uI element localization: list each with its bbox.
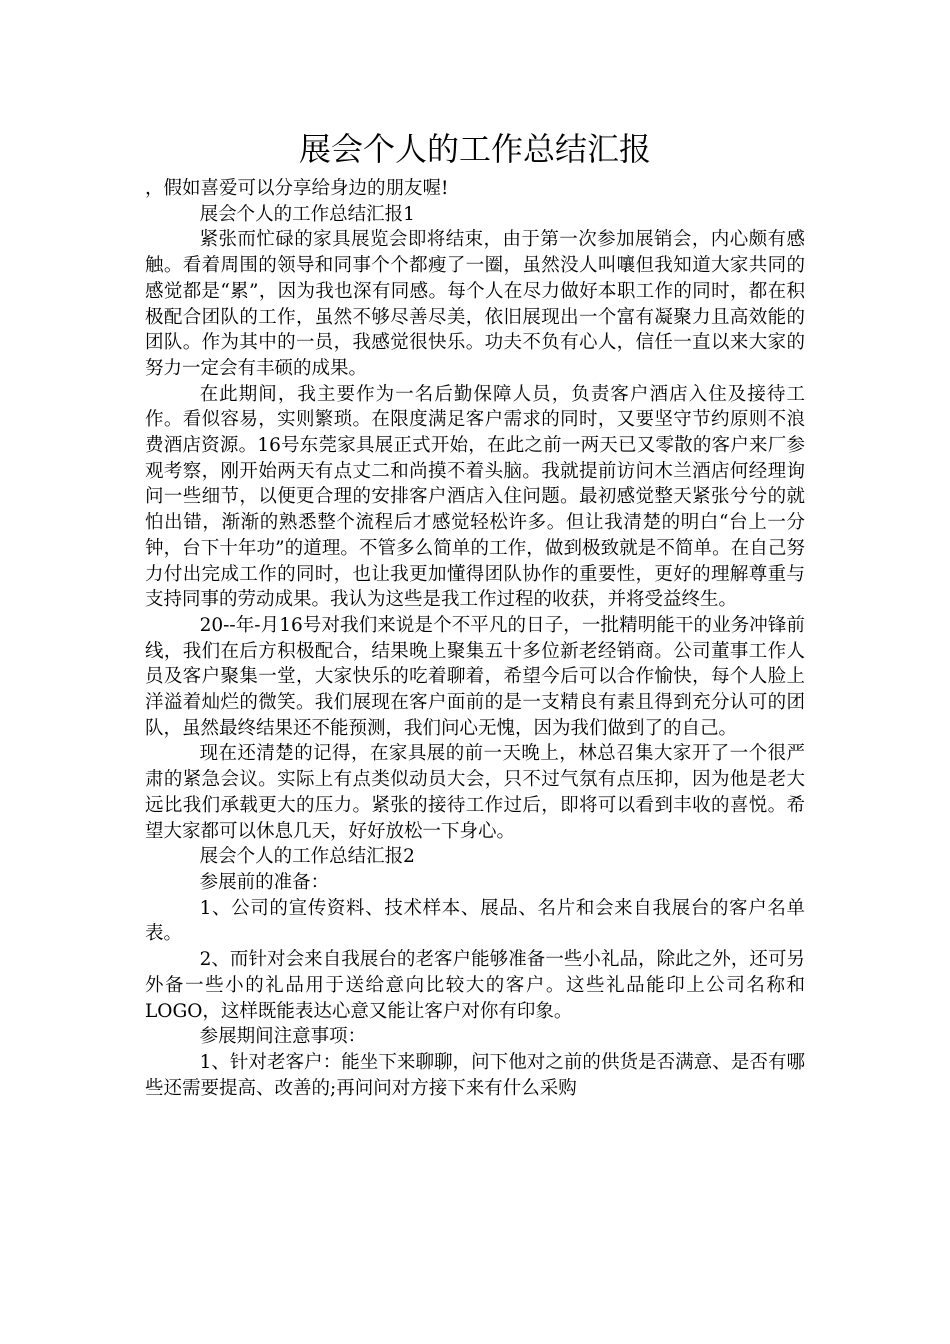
paragraph: ，假如喜爱可以分享给身边的朋友喔! — [145, 178, 449, 199]
document-title: 展会个人的工作总结汇报 — [298, 130, 651, 168]
list-item: 1、针对老客户：能坐下来聊聊，问下他对之前的供货是否满意、是否有哪些还需要提高、改善的;再问问对方接下来有什么采购 — [145, 1051, 805, 1099]
list-item: 1、公司的宣传资料、技术样本、展品、名片和会来自我展台的客户名单表。 — [145, 897, 805, 945]
paragraph: 在此期间，我主要作为一名后勤保障人员，负责客户酒店入住及接待工作。看似容易，实则繁琐。在限度满足客户需求的同时，又要坚守节约原则不浪费酒店资源。16号东莞家具展正式开始，在此之前一两天已又零散的客户来厂参观考察，刚开始两天有点丈二和尚摸不着头脑。我就提前访问木兰酒店何经理询问一些细节，以便更合理的安排客户酒店入住问题。最初感觉整天紧张兮兮的就怕出错，渐渐的熟悉整个流程后才感觉轻松许多。但让我清楚的明白“台上一分钟，台下十年功”的道理。不管多么简单的工作，做到极致就是不简单。在自己努力付出完成工作的同时，也让我更加懂得团队协作的重要性，更好的理解尊重与支持同事的劳动成果。我认为这些是我工作过程的收获，并将受益终生。 — [145, 383, 805, 611]
paragraph: 紧张而忙碌的家具展览会即将结束，由于第一次参加展销会，内心颇有感触。看着周围的领导和同事个个都瘦了一圈，虽然没人叫嚷但我知道大家共同的感觉都是“累”，因为我也深有同感。每个人在尽力做好本职工作的同时，都在积极配合团队的工作，虽然不够尽善尽美，依旧展现出一个富有凝聚力且高效能的团队。作为其中的一员，我感觉很快乐。功夫不负有心人，信任一直以来大家的努力一定会有丰硕的成果。 — [145, 229, 805, 379]
paragraph: 20--年-月16号对我们来说是个不平凡的日子，一批精明能干的业务冲锋前线，我们在后方积极配合，结果晚上聚集五十多位新老经销商。公司董事工作人员及客户聚集一堂，大家快乐的吃着聊着，希望今后可以合作愉快，每个人脸上洋溢着灿烂的微笑。我们展现在客户面前的是一支精良有素且得到充分认可的团队，虽然最终结果还不能预测，我们问心无愧，因为我们做到了的自己。 — [145, 614, 805, 739]
paragraph: 现在还清楚的记得，在家具展的前一天晚上，林总召集大家开了一个很严肃的紧急会议。实际上有点类似动员大会，只不过气氛有点压抑，因为他是老大远比我们承载更大的压力。紧张的接待工作过后，即将可以看到丰收的喜悦。希望大家都可以休息几天，好好放松一下身心。 — [145, 743, 805, 842]
section-heading: 展会个人的工作总结汇报2 — [199, 846, 415, 868]
subheading: 参展期间注意事项： — [199, 1026, 367, 1048]
document-body — [145, 176, 805, 1101]
list-item: 2、而针对会来自我展台的老客户能够准备一些小礼品，除此之外，还可另外备一些小的礼品用于送给意向比较大的客户。这些礼品能印上公司名称和LOGO，这样既能表达心意又能让客户对你有印象。 — [145, 949, 805, 1022]
subheading: 参展前的准备： — [199, 871, 330, 893]
section-heading: 展会个人的工作总结汇报1 — [199, 203, 415, 225]
